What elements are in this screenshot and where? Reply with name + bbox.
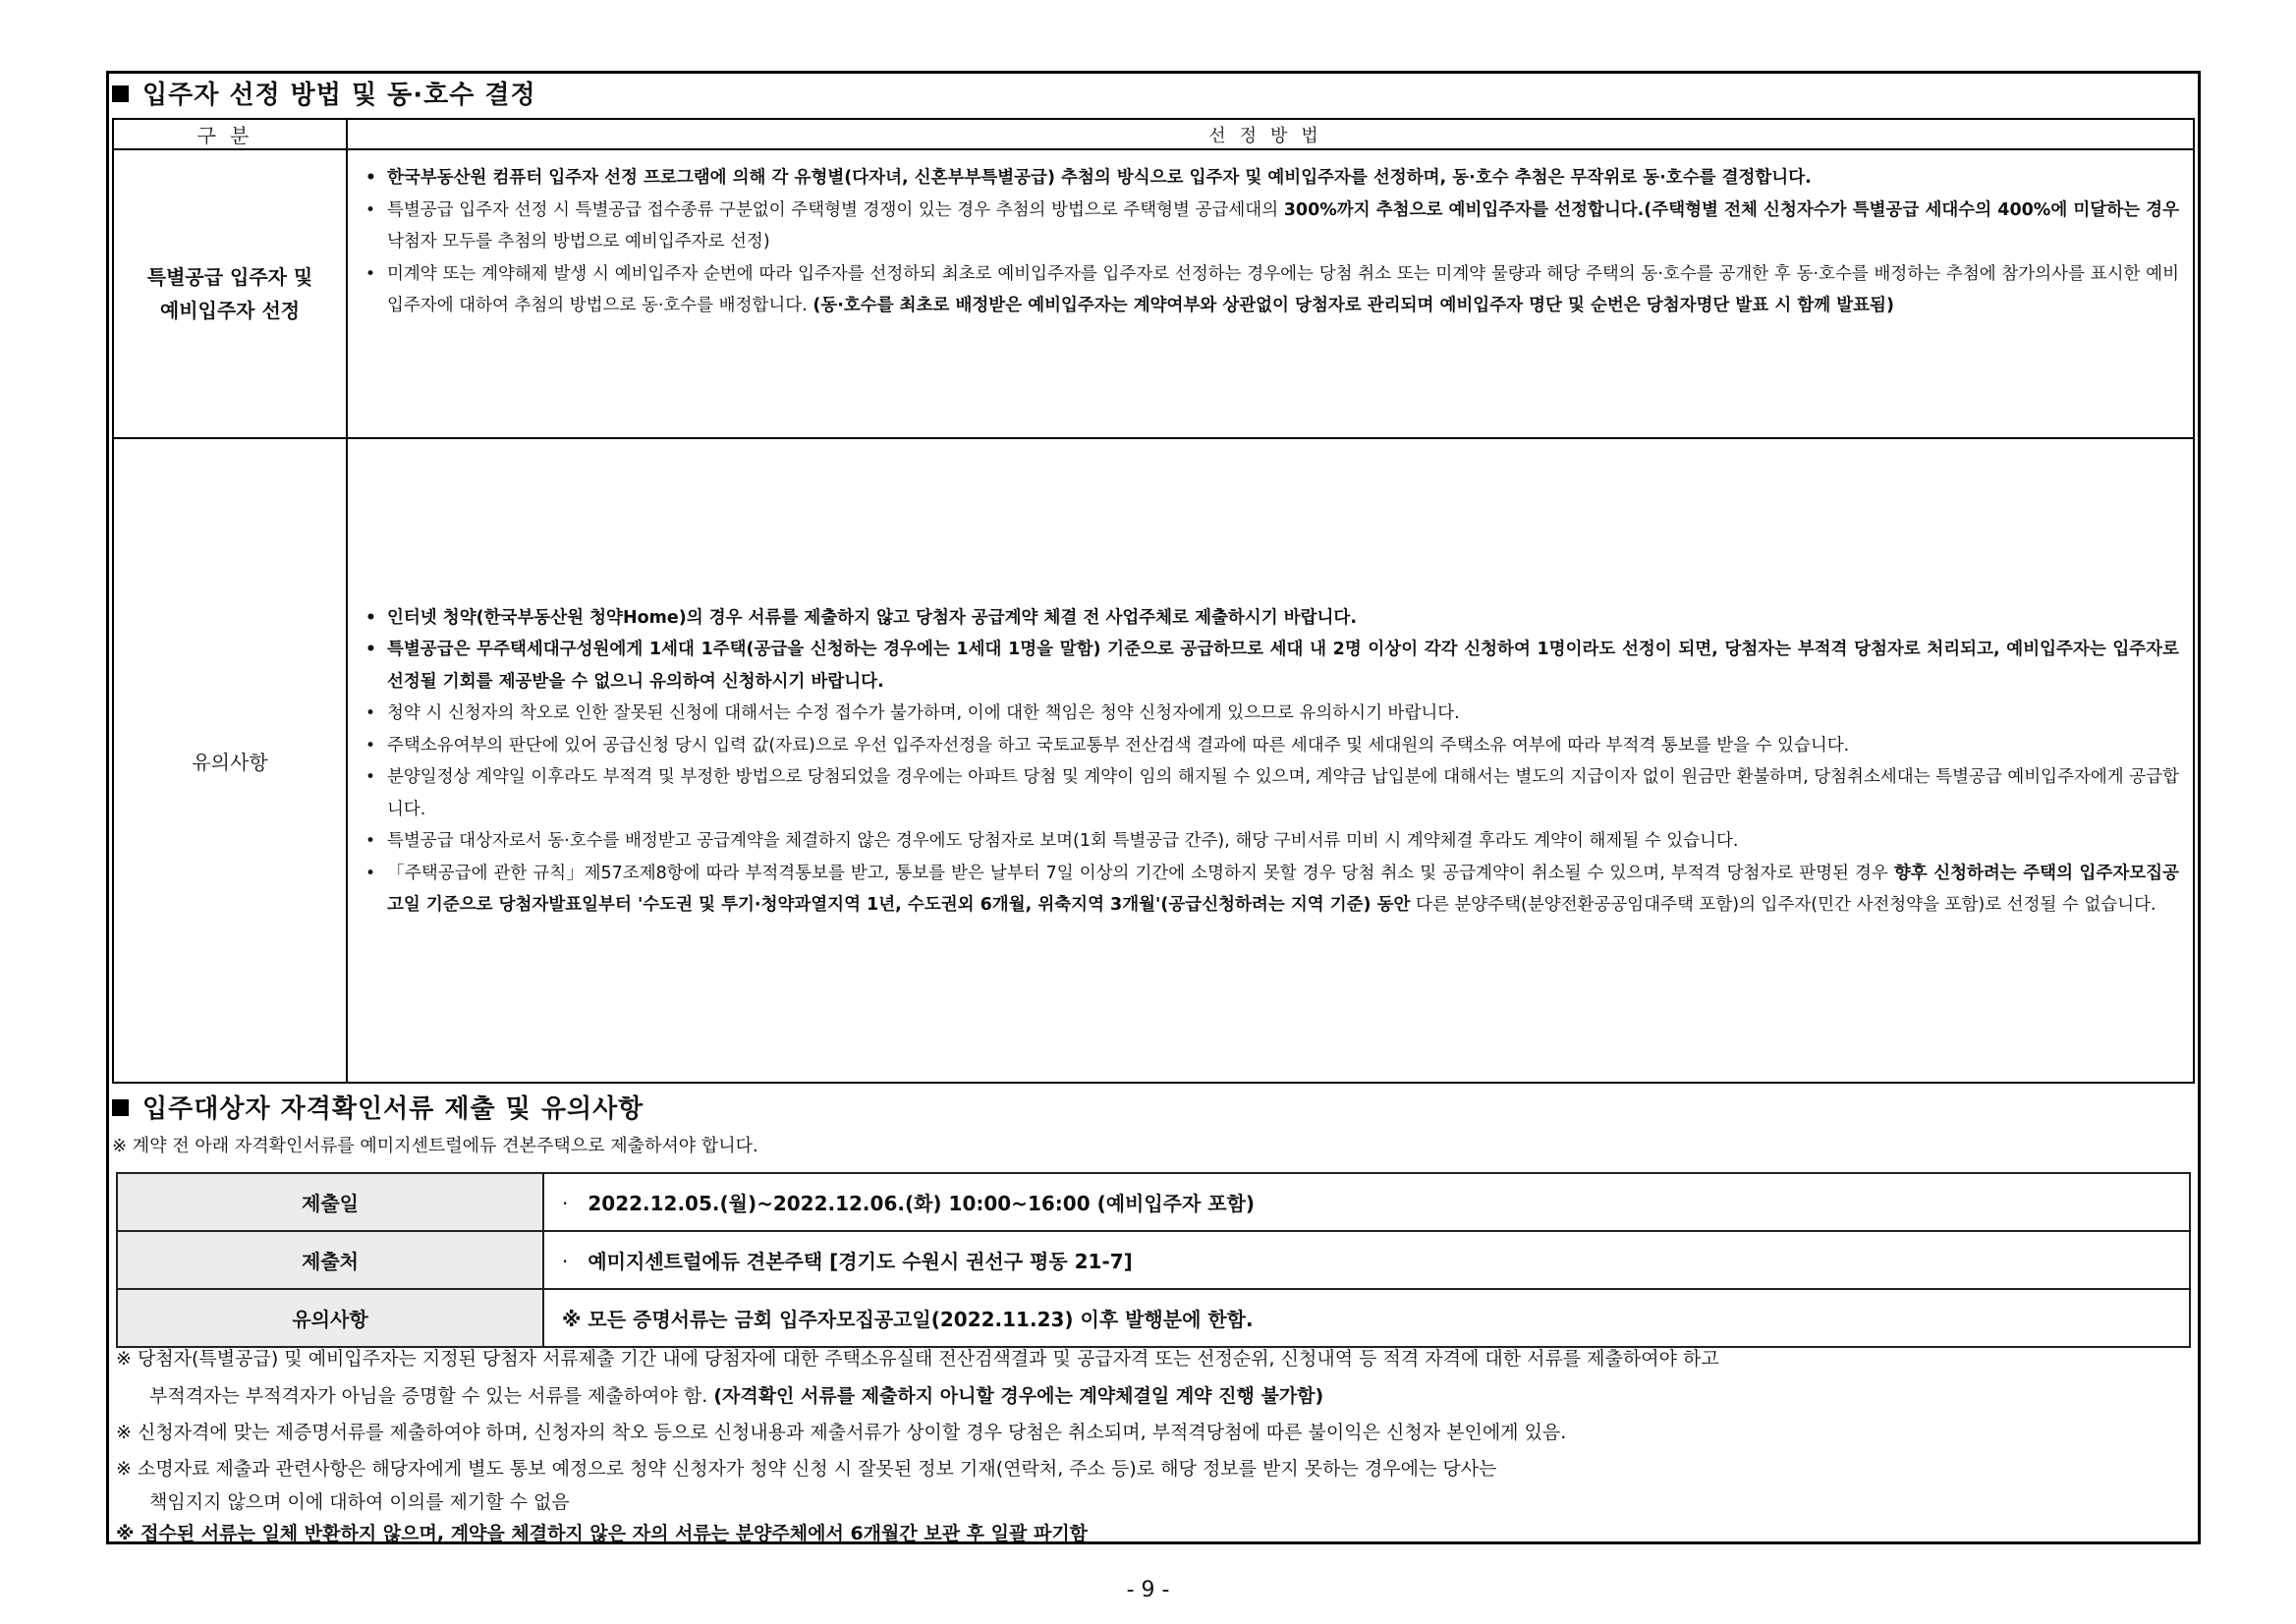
col-header-category: 구분 <box>113 119 347 149</box>
page-number: - 9 - <box>1126 1578 1170 1602</box>
footnote-3-cont: 책임지지 않으며 이에 대하여 이의를 제기할 수 없음 <box>149 1491 570 1513</box>
selection-method-table <box>112 118 2195 1084</box>
section2-note: ※ 계약 전 아래 자격확인서류를 예미지센트럴에듀 견본주택으로 제출하셔야 합니다. <box>112 1136 758 1156</box>
notes-cell <box>347 438 2194 1083</box>
list-item: • 인터넷 청약(한국부동산원 청약Home)의 경우 서류를 제출하지 않고 당첨자 공급계약 체결 전 사업주체로 제출하시기 바랍니다. <box>362 602 2179 635</box>
list-item: • 미계약 또는 계약해제 발생 시 예비입주자 순번에 따라 입주자를 선정하되 최초로 예비입주자를 입주자로 선정하는 경우에는 당첨 취소 또는 미계약 물량과 해당 주택의 동·호수를 공개한 후 동·호수를 배정하는 추첨에 참가의사를 표시한 예비입주자에 대하여 추첨의 방법으로 동·호수를 배정합니다. (동·호수를 최초로 배정받은 예비입주자는 계약여부와 상관없이 당첨자로 관리되며 예비입주자 명단 및 순번은 당첨자명단 발표 시 함께 발표됨) <box>362 258 2179 322</box>
submission-date-value: · 2022.12.05.(월)~2022.12.06.(화) 10:00~16:00 (예비입주자 포함) <box>543 1173 2190 1231</box>
list-item: • 「주택공급에 관한 규칙」제57조제8항에 따라 부적격통보를 받고, 통보를 받은 날부터 7일 이상의 기간에 소명하지 못할 경우 당첨 취소 및 공급계약이 취소될 수 있으며, 부적격 당첨자로 판명된 경우 향후 신청하려는 주택의 입주자모집공고일 기준으로 당첨자발표일부터 '수도권 및 투기·청약과열지역 1년, 수도권외 6개월, 위축지역 3개월'(공급신청하려는 지역 기준) 동안 다른 분양주택(분양전환공공임대주택 포함)의 입주자(민간 사전청약을 포함)로 선정될 수 없습니다. <box>362 858 2179 922</box>
col-header-method: 선정방법 <box>347 119 2194 149</box>
row-label-selection: 특별공급 입주자 및 예비입주자 선정 <box>113 149 347 438</box>
section2-title: 입주대상자 자격확인서류 제출 및 유의사항 <box>112 1089 644 1125</box>
list-item: • 주택소유여부의 판단에 있어 공급신청 당시 입력 값(자료)으로 우선 입주자선정을 하고 국토교통부 전산검색 결과에 따른 세대주 및 세대원의 주택소유 여부에 따라 부적격 통보를 받을 수 있습니다. <box>362 730 2179 762</box>
table-row <box>117 1231 2190 1289</box>
submission-notes-value: ※ 모든 증명서류는 금회 입주자모집공고일(2022.11.23) 이후 발행분에 한함. <box>543 1289 2190 1347</box>
submission-place-value: · 예미지센트럴에듀 견본주택 [경기도 수원시 권선구 평동 21-7] <box>543 1231 2190 1289</box>
square-bullet-icon <box>112 85 129 102</box>
footnote-2: ※ 신청자격에 맞는 제증명서류를 제출하여야 하며, 신청자의 착오 등으로 신청내용과 제출서류가 상이할 경우 당첨은 취소되며, 부적격당첨에 따른 불이익은 신청자 본인에게 있음. <box>116 1422 1567 1443</box>
list-item: • 특별공급은 무주택세대구성원에게 1세대 1주택(공급을 신청하는 경우에는 1세대 1명을 말함) 기준으로 공급하므로 세대 내 2명 이상이 각각 신청하여 1명이라도 선정이 되면, 당첨자는 부적격 당첨자로 처리되고, 예비입주자는 입주자로 선정될 기회를 제공받을 수 없으니 유의하여 신청하시기 바랍니다. <box>362 634 2179 698</box>
list-item: • 특별공급 입주자 선정 시 특별공급 접수종류 구분없이 주택형별 경쟁이 있는 경우 추첨의 방법으로 주택형별 공급세대의 300%까지 추첨으로 예비입주자를 선정합니다.(주택형별 전체 신청자수가 특별공급 세대수의 400%에 미달하는 경우 낙첨자 모두를 추첨의 방법으로 예비입주자로 선정) <box>362 195 2179 258</box>
list-item: • 한국부동산원 컴퓨터 입주자 선정 프로그램에 의해 각 유형별(다자녀, 신혼부부특별공급) 추첨의 방식으로 입주자 및 예비입주자를 선정하며, 동·호수 추첨은 무작위로 동·호수를 결정합니다. <box>362 162 2179 195</box>
list-item: • 청약 시 신청자의 착오로 인한 잘못된 신청에 대해서는 수정 접수가 불가하며, 이에 대한 책임은 청약 신청자에게 있으므로 유의하시기 바랍니다. <box>362 698 2179 730</box>
submission-table <box>116 1172 2191 1348</box>
footnote-1-cont: 부적격자는 부적격자가 아님을 증명할 수 있는 서류를 제출하여야 함. (자격확인 서류를 제출하지 아니할 경우에는 계약체결일 계약 진행 불가함) <box>149 1385 1324 1407</box>
submission-notes-label: 유의사항 <box>117 1289 543 1347</box>
footnote-1: ※ 당첨자(특별공급) 및 예비입주자는 지정된 당첨자 서류제출 기간 내에 당첨자에 대한 주택소유실태 전산검색결과 및 공급자격 또는 선정순위, 신청내역 등 적격 자격에 대한 서류를 제출하여야 하고 <box>116 1348 1719 1370</box>
list-item: • 특별공급 대상자로서 동·호수를 배정받고 공급계약을 체결하지 않은 경우에도 당첨자로 보며(1회 특별공급 간주), 해당 구비서류 미비 시 계약체결 후라도 계약이 해제될 수 있습니다. <box>362 825 2179 858</box>
section1-title: 입주자 선정 방법 및 동·호수 결정 <box>112 75 536 111</box>
table-row <box>117 1173 2190 1231</box>
footnote-3: ※ 소명자료 제출과 관련사항은 해당자에게 별도 통보 예정으로 청약 신청자가 청약 신청 시 잘못된 정보 기재(연락처, 주소 등)로 해당 정보를 받지 못하는 경우에는 당사는 <box>116 1458 1497 1480</box>
submission-place-label: 제출처 <box>117 1231 543 1289</box>
list-item: • 분양일정상 계약일 이후라도 부적격 및 부정한 방법으로 당첨되었을 경우에는 아파트 당첨 및 계약이 임의 해지될 수 있으며, 계약금 납입분에 대해서는 별도의 지급이자 없이 원금만 환불하며, 당첨취소세대는 특별공급 예비입주자에게 공급합니다. <box>362 761 2179 825</box>
selection-method-cell <box>347 149 2194 438</box>
submission-date-label: 제출일 <box>117 1173 543 1231</box>
footnote-4: ※ 접수된 서류는 일체 반환하지 않으며, 계약을 체결하지 않은 자의 서류는 분양주체에서 6개월간 보관 후 일괄 파기함 <box>116 1523 1089 1544</box>
table-row <box>117 1289 2190 1347</box>
row-label-notes: 유의사항 <box>113 438 347 1083</box>
square-bullet-icon <box>112 1099 129 1116</box>
